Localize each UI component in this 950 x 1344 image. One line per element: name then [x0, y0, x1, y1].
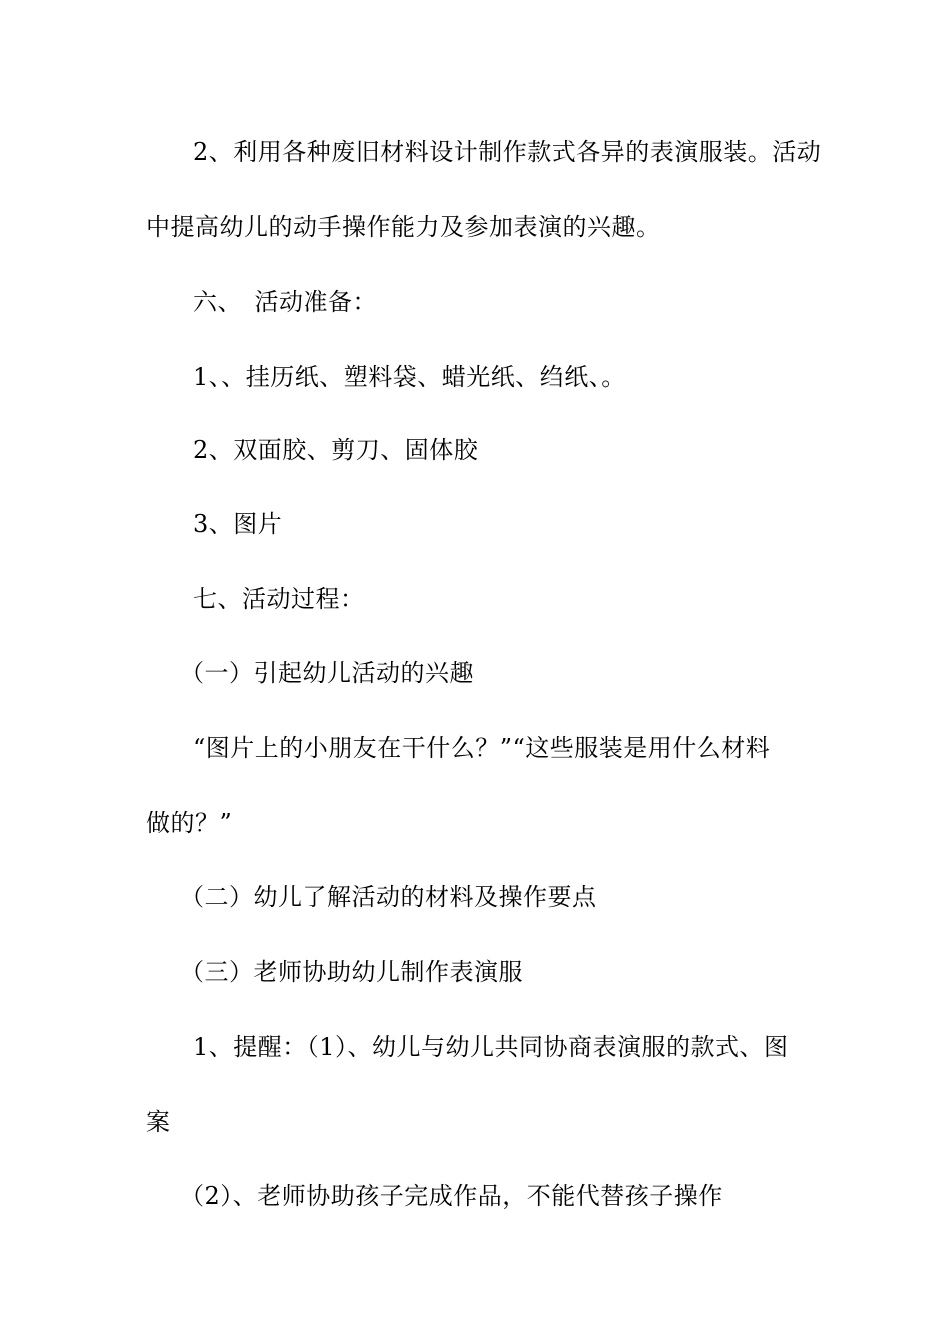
subsection-heading: （一）引起幼儿活动的兴趣: [180, 659, 474, 687]
paragraph-line: （2）、老师协助孩子完成作品，不能代替孩子操作: [180, 1182, 723, 1210]
list-item: 1、、挂历纸、塑料袋、蜡光纸、绉纸、。: [193, 363, 626, 391]
subsection-heading: （三）老师协助幼儿制作表演服: [180, 958, 523, 986]
subsection-heading: （二）幼儿了解活动的材料及操作要点: [180, 883, 597, 911]
paragraph-line: 1、提醒：（1）、幼儿与幼儿共同协商表演服的款式、图: [193, 1033, 789, 1061]
paragraph-line: 做的？”: [146, 809, 233, 837]
list-item: 3、图片: [193, 510, 283, 538]
paragraph-line: “图片上的小朋友在干什么？”“这些服装是用什么材料: [193, 734, 771, 762]
section-heading: 六、 活动准备：: [193, 288, 377, 316]
list-item: 2、双面胶、剪刀、固体胶: [193, 436, 479, 464]
paragraph-line: 中提高幼儿的动手操作能力及参加表演的兴趣。: [146, 213, 661, 241]
paragraph-line: 案: [146, 1108, 171, 1136]
paragraph-line: 2、利用各种废旧材料设计制作款式各异的表演服装。活动: [193, 138, 822, 166]
section-heading: 七、活动过程：: [193, 585, 365, 613]
